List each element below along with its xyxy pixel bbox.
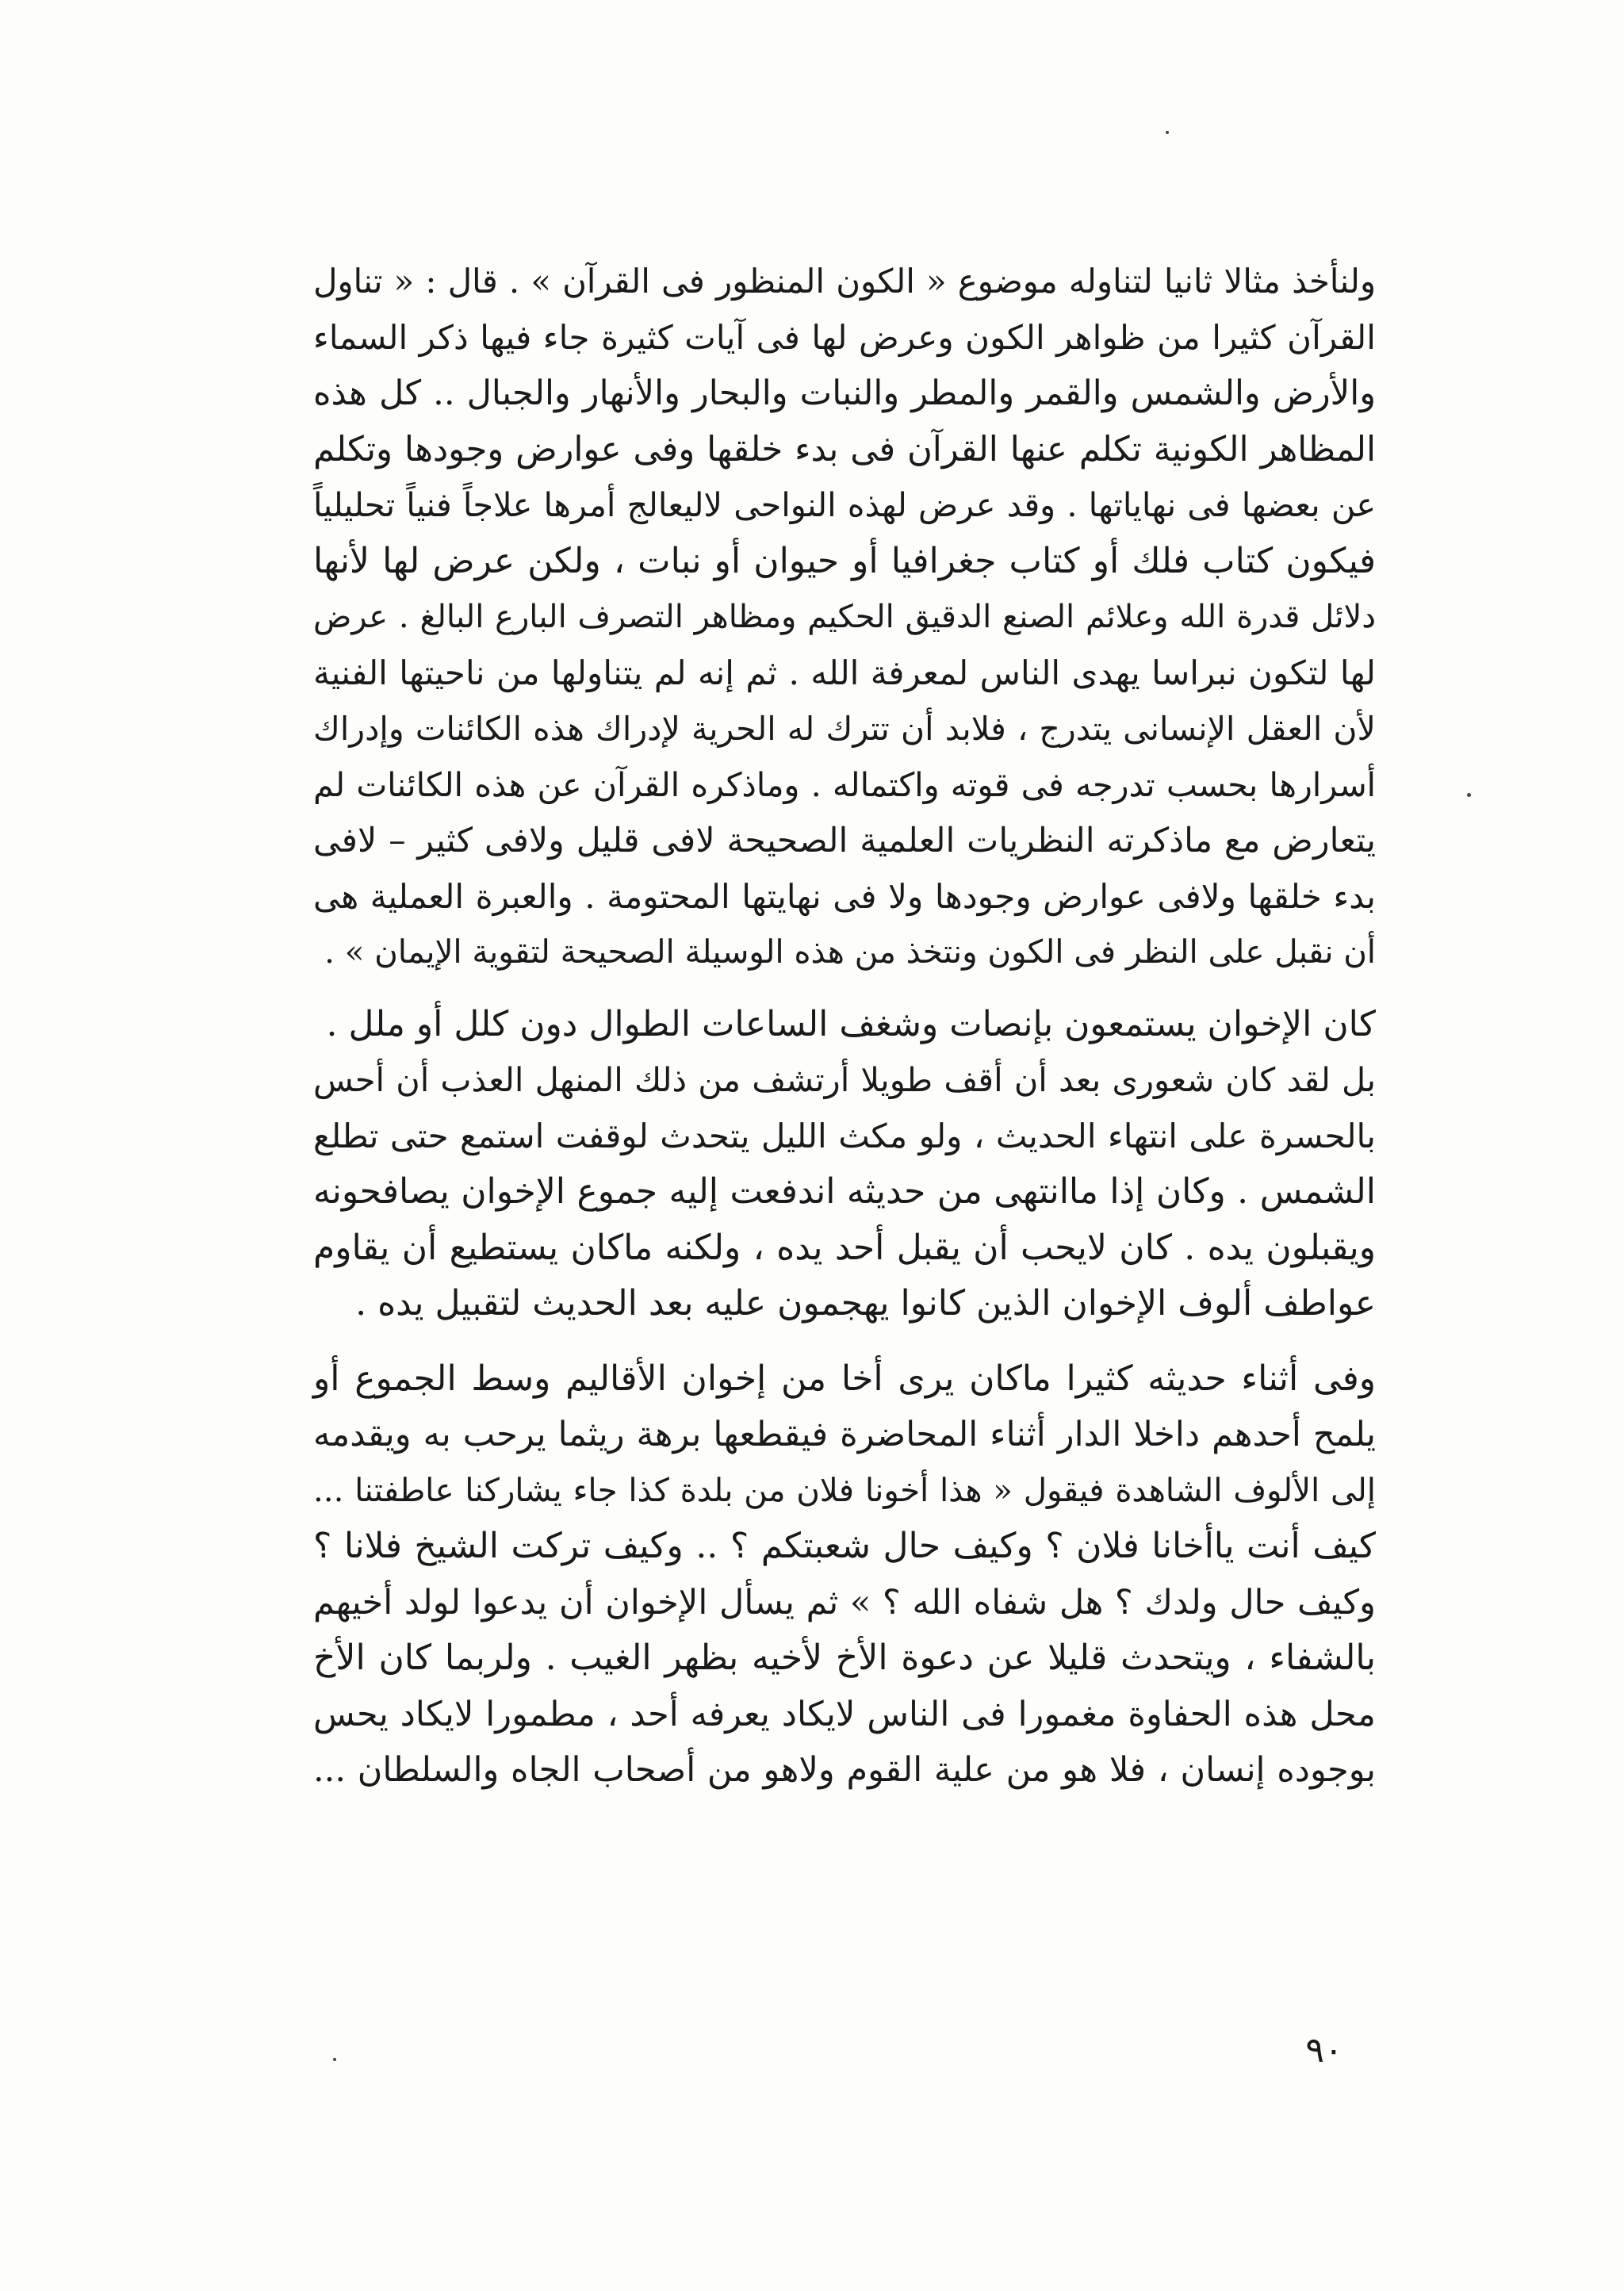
text-line: والأرض والشمس والقمر والمطر والنبات والبحار والأنهار والجبال .. كل هذه (313, 374, 1376, 413)
paragraph-gap (313, 1332, 1376, 1351)
text-line: وكيف حال ولدك ؟ هل شفاه الله ؟ » ثم يسأل الإخوان أن يدعوا لولد أخيهم (313, 1582, 1376, 1622)
text-line: يتعارض مع ماذكرته النظريات العلمية الصحيحة لافى قليل ولافى كثير – لافى (313, 821, 1376, 860)
text-line: فيكون كتاب فلك أو كتاب جغرافيا أو حيوان أو نبات ، ولكن عرض لها لأنها (313, 540, 1376, 581)
text-line: لها لتكون نبراسا يهدى الناس لمعرفة الله . ثم إنه لم يتناولها من ناحيتها الفنية (313, 653, 1376, 692)
text-line: لأن العقل الإنسانى يتدرج ، فلابد أن تترك له الحرية لإدراك هذه الكائنات وإدراك (313, 710, 1376, 748)
text-line: يلمح أحدهم داخلا الدار أثناء المحاضرة فيقطعها برهة ريثما يرحب به ويقدمه (313, 1415, 1376, 1454)
text-line: بالحسرة على انتهاء الحديث ، ولو مكث الليل يتحدث لوقفت استمع حتى تطلع (313, 1116, 1376, 1155)
text-line: القرآن كثيرا من ظواهر الكون وعرض لها فى آيات كثيرة جاء فيها ذكر السماء (313, 317, 1376, 357)
text-line: بوجوده إنسان ، فلا هو من علية القوم ولاهو من أصحاب الجاه والسلطان ... (313, 1750, 1376, 1790)
text-line: بدء خلقها ولافى عوارض وجودها ولا فى نهايتها المحتومة . والعبرة العملية هى (313, 876, 1376, 916)
text-line: إلى الألوف الشاهدة فيقول « هذا أخونا فلان من بلدة كذا جاء يشاركنا عاطفتنا ... (313, 1472, 1376, 1509)
text-line: محل هذه الحفاوة مغمورا فى الناس لايكاد يعرفه أحد ، مطمورا لايكاد يحس (313, 1694, 1376, 1734)
paragraph-2 (313, 997, 1376, 1332)
text-line: أسرارها بحسب تدرجه فى قوته واكتماله . وماذكره القرآن عن هذه الكائنات لم (313, 765, 1376, 804)
paragraph-gap (313, 981, 1376, 997)
text-line: كان الإخوان يستمعون بإنصات وشغف الساعات الطوال دون كلل أو ملل . (326, 1003, 1376, 1044)
scan-speck (1166, 131, 1169, 134)
text-line: وفى أثناء حديثه كثيرا ماكان يرى أخا من إخوان الأقاليم وسط الجموع أو (313, 1358, 1376, 1399)
body-text (313, 254, 1376, 1799)
text-line: كيف أنت ياأخانا فلان ؟ وكيف حال شعبتكم ؟ .. وكيف تركت الشيخ فلانا ؟ (313, 1526, 1376, 1566)
paragraph-1 (313, 254, 1376, 981)
text-line: ولنأخذ مثالا ثانيا لتناوله موضوع « الكون المنظور فى القرآن » . قال : « تناول (313, 262, 1376, 301)
text-line: بل لقد كان شعورى بعد أن أقف طويلا أرتشف من ذلك المنهل العذب أن أحس (313, 1060, 1376, 1099)
scan-speck (333, 2058, 336, 2061)
text-line: عواطف ألوف الإخوان الذين كانوا يهجمون عليه بعد الحديث لتقبيل يده . (355, 1283, 1376, 1324)
page-number: ٩٠ (1305, 2030, 1343, 2071)
text-line: المظاهر الكونية تكلم عنها القرآن فى بدء خلقها وفى عوارض وجودها وتكلم (313, 429, 1376, 469)
text-line: الشمس . وكان إذا ماانتهى من حديثه اندفعت إليه جموع الإخوان يصافحونه (313, 1171, 1376, 1212)
text-line: أن نقبل على النظر فى الكون ونتخذ من هذه الوسيلة الصحيحة لتقوية الإيمان » . (324, 934, 1376, 971)
text-line: ويقبلون يده . كان لايحب أن يقبل أحد يده ، ولكنه ماكان يستطيع أن يقاوم (313, 1227, 1376, 1268)
text-line: دلائل قدرة الله وعلائم الصنع الدقيق الحكيم ومظاهر التصرف البارع البالغ . عرض (313, 599, 1376, 635)
paragraph-3 (313, 1351, 1376, 1799)
text-line: عن بعضها فى نهاياتها . وقد عرض لهذه النواحى لاليعالج أمرها علاجاً فنياً تحليلياً (313, 486, 1376, 524)
scan-speck (1467, 793, 1471, 797)
text-line: بالشفاء ، ويتحدث قليلا عن دعوة الأخ لأخيه بظهر الغيب . ولربما كان الأخ (313, 1638, 1376, 1678)
